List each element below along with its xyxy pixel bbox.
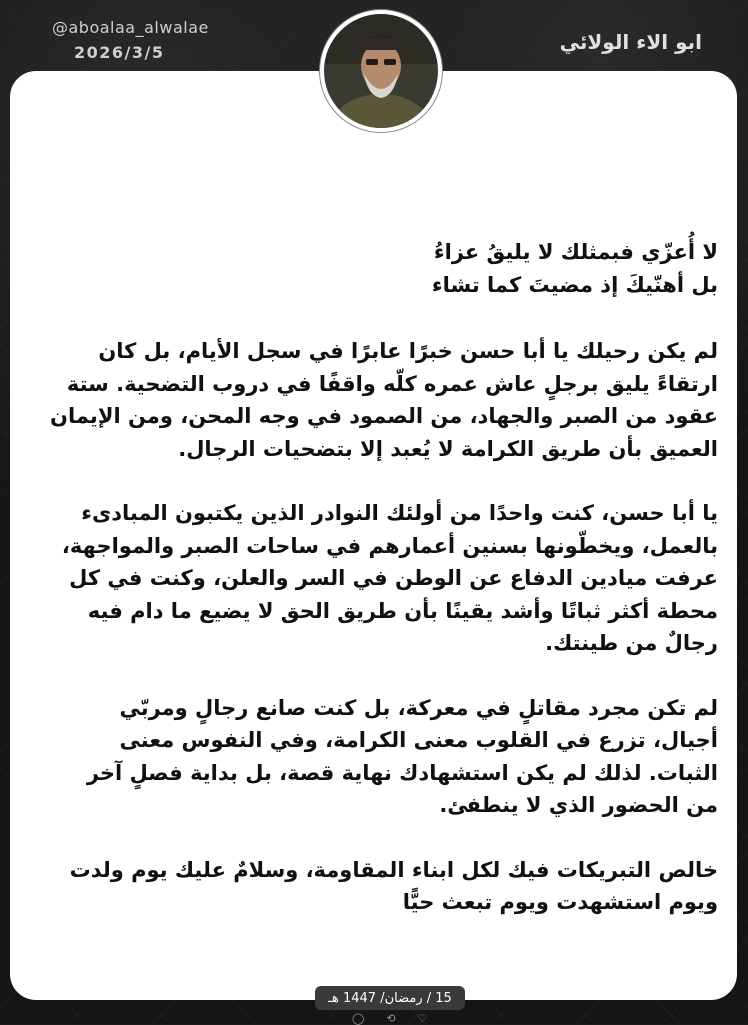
verse-line-1: لا أُعزّي فبمثلك لا يليقُ عزاءُ [433, 240, 718, 264]
paragraph-2: يا أبا حسن، كنت واحدًا من أولئك النوادر الذين يكتبون المبادىء بالعمل، ويخطّونها بسنين أعمارهم في ساحات الصبر والمواجهة، عرفت ميادين الدفاع عن الوطن في السر والعلن، وكنت في كل محطة أكثر ثباتًا وأشد يقينًا بأن طريق الحق لا يضيع ما دام فيه رجالٌ من طينتك. [61, 501, 718, 655]
author-name[interactable]: ابو الاء الولائي [559, 30, 702, 54]
author-handle[interactable]: @aboalaa_alwalae [52, 18, 209, 37]
like-icon[interactable]: ♡ [417, 1012, 428, 1025]
post-body [50, 236, 718, 951]
post-date: 2026/3/5 [74, 43, 165, 62]
hijri-date-badge: 15 / رمضان/ 1447 هـ [315, 986, 465, 1010]
opening-verse [50, 236, 718, 301]
paragraph-1: لم يكن رحيلك يا أبا حسن خبرًا عابرًا في سجل الأيام، بل كان ارتقاءً يليق برجلٍ عاش عمره كلّه واقفًا في دروب التضحية. ستة عقود من الصبر والجهاد، من الصمود في وجه المحن، ومن الإيمان العميق بأن طريق الكرامة لا يُعبد إلا بتضحيات الرجال. [50, 339, 718, 461]
paragraph-3: لم تكن مجرد مقاتلٍ في معركة، بل كنت صانع رجالٍ ومربّي أجيال، تزرع في القلوب معنى الكرامة، وفي النفوس معنى الثبات. لذلك لم يكن استشهادك نهاية قصة، بل بداية فصلٍ آخر من الحضور الذي لا ينطفئ. [86, 695, 718, 817]
avatar-portrait-icon [324, 14, 438, 128]
avatar[interactable] [320, 10, 442, 132]
verse-line-2: بل أهنّيكَ إذ مضيتَ كما تشاء [431, 272, 718, 297]
post-card [10, 71, 737, 1000]
post-actions [352, 1012, 427, 1025]
paragraph-4: خالص التبريكات فيك لكل ابناء المقاومة، وسلامٌ عليك يوم ولدت ويوم استشهدت ويوم تبعث حيًّا [69, 857, 718, 914]
reply-icon[interactable]: ◯ [352, 1012, 365, 1025]
repost-icon[interactable]: ⟲ [386, 1012, 396, 1025]
